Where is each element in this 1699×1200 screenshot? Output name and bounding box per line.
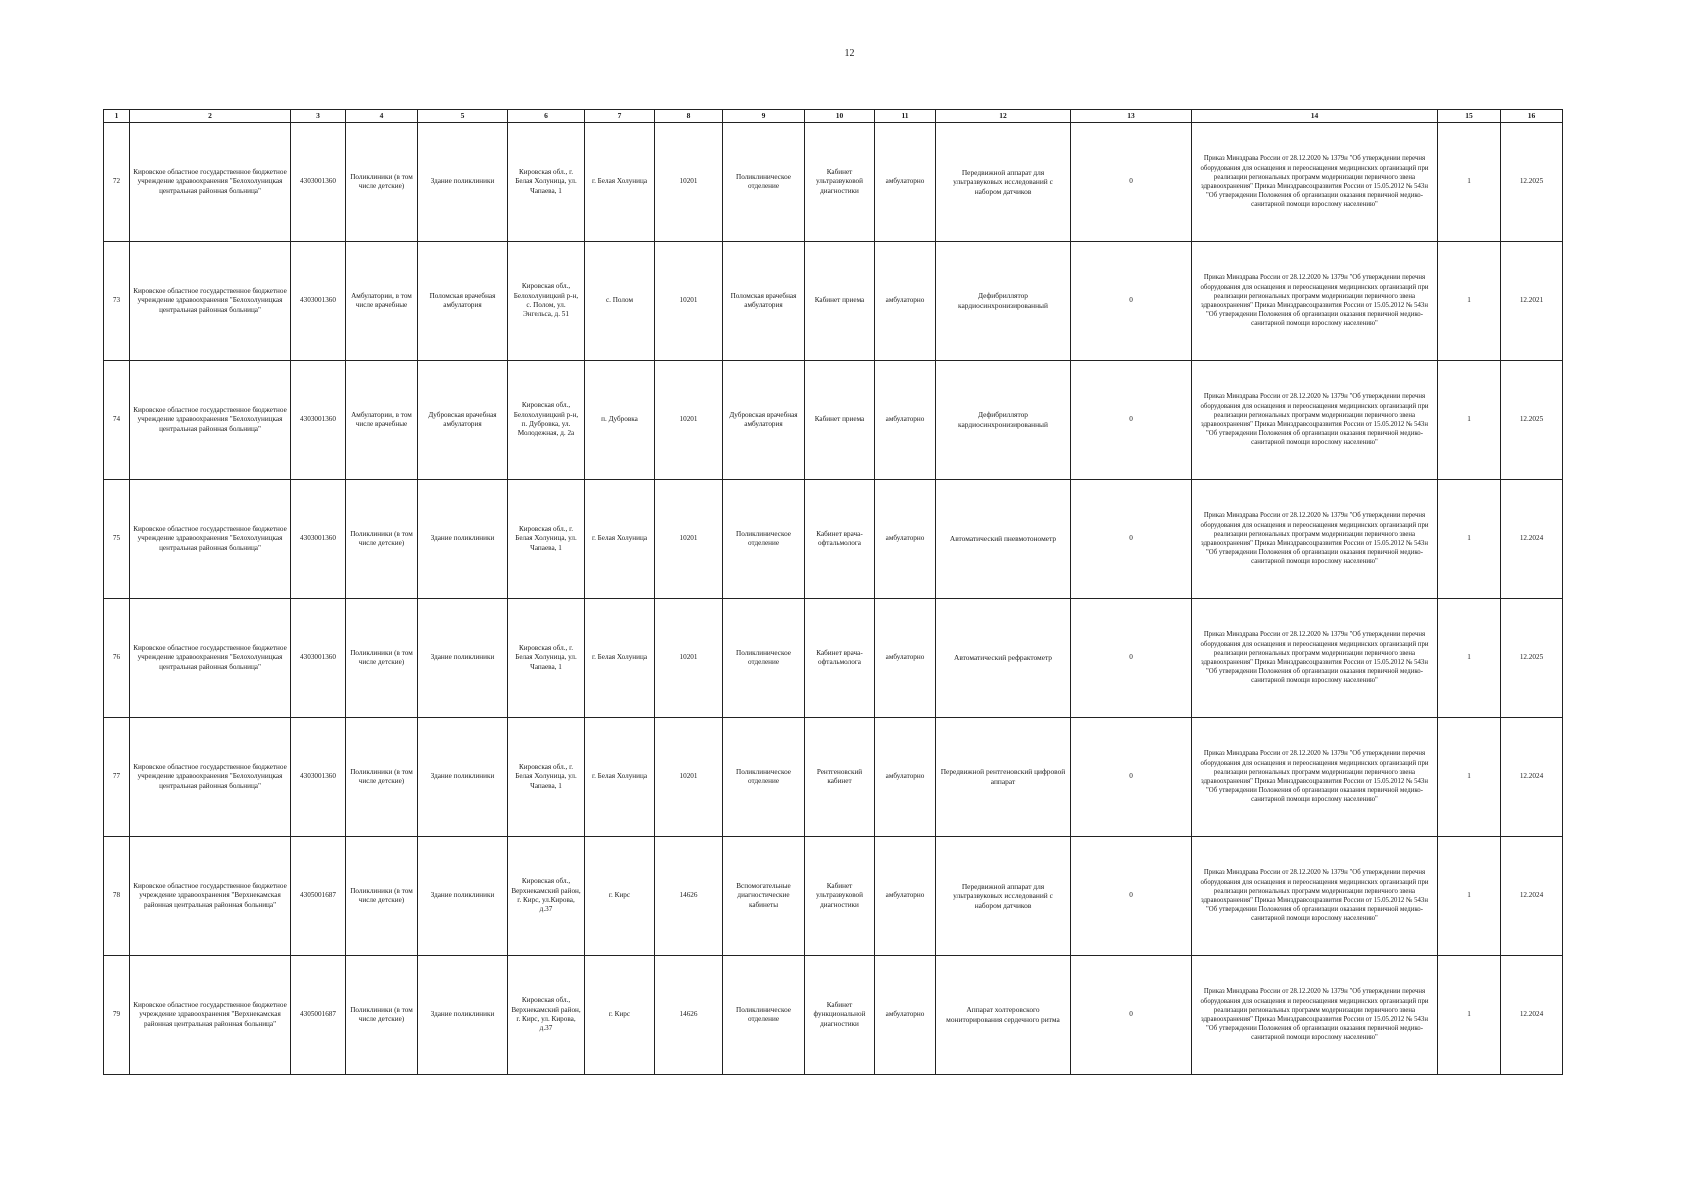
address: Кировская обл., Верхнекамский район, г. Кирс, ул. Кирова, д.37	[508, 956, 585, 1075]
equipment-name: Аппарат холтеровского мониторирования сердечного ритма	[936, 956, 1071, 1075]
inn-code: 4303001360	[291, 480, 346, 599]
division: Поликлиническое отделение	[723, 956, 805, 1075]
locality-code: 10201	[655, 599, 723, 718]
inn-code: 4303001360	[291, 361, 346, 480]
building-name: Здание поликлиники	[418, 123, 508, 242]
delivery-date: 12.2021	[1501, 242, 1563, 361]
quantity: 1	[1438, 361, 1501, 480]
table-row	[104, 361, 1563, 480]
address: Кировская обл., г. Белая Холуница, ул. Чапаева, 1	[508, 480, 585, 599]
care-mode: амбулаторно	[875, 837, 936, 956]
column-header: 4	[346, 110, 418, 123]
address: Кировская обл., г. Белая Холуница, ул. Чапаева, 1	[508, 599, 585, 718]
division: Поликлиническое отделение	[723, 123, 805, 242]
quantity: 1	[1438, 480, 1501, 599]
room: Кабинет приема	[805, 242, 875, 361]
locality-code: 14626	[655, 837, 723, 956]
equipment-name: Передвижной аппарат для ультразвуковых исследований с набором датчиков	[936, 123, 1071, 242]
locality-code: 10201	[655, 242, 723, 361]
building-name: Здание поликлиники	[418, 837, 508, 956]
room: Кабинет приема	[805, 361, 875, 480]
care-mode: амбулаторно	[875, 242, 936, 361]
facility-type: Поликлиники (в том числе детские)	[346, 837, 418, 956]
column-header: 14	[1192, 110, 1438, 123]
division: Поликлиническое отделение	[723, 718, 805, 837]
care-mode: амбулаторно	[875, 599, 936, 718]
row-number: 79	[104, 956, 130, 1075]
existing-count: 0	[1071, 599, 1192, 718]
delivery-date: 12.2024	[1501, 956, 1563, 1075]
organization-name: Кировское областное государственное бюджетное учреждение здравоохранения "Верхнекамская районная центральная районная больница"	[130, 956, 291, 1075]
delivery-date: 12.2025	[1501, 599, 1563, 718]
column-header: 1	[104, 110, 130, 123]
column-header: 10	[805, 110, 875, 123]
building-name: Поломская врачебная амбулатория	[418, 242, 508, 361]
organization-name: Кировское областное государственное бюджетное учреждение здравоохранения "Белохолуницкая центральная районная больница"	[130, 480, 291, 599]
locality-code: 10201	[655, 718, 723, 837]
quantity: 1	[1438, 599, 1501, 718]
locality: г. Белая Холуница	[585, 599, 655, 718]
locality: г. Кирс	[585, 837, 655, 956]
room: Кабинет врача-офтальмолога	[805, 599, 875, 718]
locality: г. Белая Холуница	[585, 123, 655, 242]
division: Поликлиническое отделение	[723, 599, 805, 718]
equipment-name: Дефибриллятор кардиосинхронизированный	[936, 242, 1071, 361]
inn-code: 4303001360	[291, 123, 346, 242]
column-header: 12	[936, 110, 1071, 123]
existing-count: 0	[1071, 718, 1192, 837]
division: Вспомогательные диагностические кабинеты	[723, 837, 805, 956]
inn-code: 4303001360	[291, 599, 346, 718]
delivery-date: 12.2024	[1501, 480, 1563, 599]
address: Кировская обл., Белохолуницкий р-н, с. Полом, ул. Энгельса, д. 51	[508, 242, 585, 361]
equipment-name: Дефибриллятор кардиосинхронизированный	[936, 361, 1071, 480]
delivery-date: 12.2025	[1501, 123, 1563, 242]
table-row	[104, 956, 1563, 1075]
delivery-date: 12.2025	[1501, 361, 1563, 480]
locality-code: 10201	[655, 123, 723, 242]
quantity: 1	[1438, 242, 1501, 361]
column-header: 11	[875, 110, 936, 123]
table-row	[104, 599, 1563, 718]
organization-name: Кировское областное государственное бюджетное учреждение здравоохранения "Белохолуницкая центральная районная больница"	[130, 242, 291, 361]
legal-basis: Приказ Минздрава России от 28.12.2020 № 1379н "Об утверждении перечня оборудования для оснащения и переоснащения медицинских организаций при реализации региональных программ модернизации первичного звена здравоохранения" Приказ Минздравсоцразвития России от 15.05.2012 № 543н "Об утверждении Положения об организации оказания первичной медико-санитарной помощи взрослому населению"	[1192, 361, 1438, 480]
legal-basis: Приказ Минздрава России от 28.12.2020 № 1379н "Об утверждении перечня оборудования для оснащения и переоснащения медицинских организаций при реализации региональных программ модернизации первичного звена здравоохранения" Приказ Минздравсоцразвития России от 15.05.2012 № 543н "Об утверждении Положения об организации оказания первичной медико-санитарной помощи взрослому населению"	[1192, 718, 1438, 837]
facility-type: Поликлиники (в том числе детские)	[346, 718, 418, 837]
facility-type: Поликлиники (в том числе детские)	[346, 123, 418, 242]
existing-count: 0	[1071, 361, 1192, 480]
quantity: 1	[1438, 718, 1501, 837]
row-number: 75	[104, 480, 130, 599]
column-header: 15	[1438, 110, 1501, 123]
division: Поломская врачебная амбулатория	[723, 242, 805, 361]
building-name: Здание поликлиники	[418, 718, 508, 837]
column-header: 2	[130, 110, 291, 123]
existing-count: 0	[1071, 956, 1192, 1075]
address: Кировская обл., Белохолуницкий р-н, п. Дубровка, ул. Молодежная, д. 2а	[508, 361, 585, 480]
equipment-table	[103, 109, 1563, 1075]
row-number: 77	[104, 718, 130, 837]
care-mode: амбулаторно	[875, 956, 936, 1075]
facility-type: Амбулатории, в том числе врачебные	[346, 361, 418, 480]
equipment-name: Автоматический пневмотонометр	[936, 480, 1071, 599]
locality-code: 10201	[655, 361, 723, 480]
care-mode: амбулаторно	[875, 361, 936, 480]
row-number: 72	[104, 123, 130, 242]
equipment-name: Передвижной рентгеновский цифровой аппарат	[936, 718, 1071, 837]
room: Кабинет ультразвуковой диагностики	[805, 123, 875, 242]
facility-type: Поликлиники (в том числе детские)	[346, 480, 418, 599]
division: Дубровская врачебная амбулатория	[723, 361, 805, 480]
existing-count: 0	[1071, 837, 1192, 956]
inn-code: 4303001360	[291, 242, 346, 361]
equipment-name: Автоматический рефрактометр	[936, 599, 1071, 718]
row-number: 76	[104, 599, 130, 718]
organization-name: Кировское областное государственное бюджетное учреждение здравоохранения "Белохолуницкая центральная районная больница"	[130, 123, 291, 242]
care-mode: амбулаторно	[875, 123, 936, 242]
division: Поликлиническое отделение	[723, 480, 805, 599]
inn-code: 4303001360	[291, 718, 346, 837]
facility-type: Амбулатории, в том числе врачебные	[346, 242, 418, 361]
column-header: 8	[655, 110, 723, 123]
locality: с. Полом	[585, 242, 655, 361]
equipment-name: Передвижной аппарат для ультразвуковых исследований с набором датчиков	[936, 837, 1071, 956]
delivery-date: 12.2024	[1501, 837, 1563, 956]
existing-count: 0	[1071, 480, 1192, 599]
legal-basis: Приказ Минздрава России от 28.12.2020 № 1379н "Об утверждении перечня оборудования для оснащения и переоснащения медицинских организаций при реализации региональных программ модернизации первичного звена здравоохранения" Приказ Минздравсоцразвития России от 15.05.2012 № 543н "Об утверждении Положения об организации оказания первичной медико-санитарной помощи взрослому населению"	[1192, 837, 1438, 956]
header-row	[104, 110, 1563, 123]
existing-count: 0	[1071, 242, 1192, 361]
building-name: Здание поликлиники	[418, 599, 508, 718]
column-header: 3	[291, 110, 346, 123]
care-mode: амбулаторно	[875, 480, 936, 599]
column-header: 7	[585, 110, 655, 123]
locality: г. Белая Холуница	[585, 718, 655, 837]
building-name: Дубровская врачебная амбулатория	[418, 361, 508, 480]
organization-name: Кировское областное государственное бюджетное учреждение здравоохранения "Верхнекамская районная центральная районная больница"	[130, 837, 291, 956]
table-row	[104, 123, 1563, 242]
quantity: 1	[1438, 956, 1501, 1075]
legal-basis: Приказ Минздрава России от 28.12.2020 № 1379н "Об утверждении перечня оборудования для оснащения и переоснащения медицинских организаций при реализации региональных программ модернизации первичного звена здравоохранения" Приказ Минздравсоцразвития России от 15.05.2012 № 543н "Об утверждении Положения об организации оказания первичной медико-санитарной помощи взрослому населению"	[1192, 599, 1438, 718]
address: Кировская обл., г. Белая Холуница, ул. Чапаева, 1	[508, 123, 585, 242]
legal-basis: Приказ Минздрава России от 28.12.2020 № 1379н "Об утверждении перечня оборудования для оснащения и переоснащения медицинских организаций при реализации региональных программ модернизации первичного звена здравоохранения" Приказ Минздравсоцразвития России от 15.05.2012 № 543н "Об утверждении Положения об организации оказания первичной медико-санитарной помощи взрослому населению"	[1192, 480, 1438, 599]
inn-code: 4305001687	[291, 956, 346, 1075]
quantity: 1	[1438, 837, 1501, 956]
room: Кабинет функциональной диагностики	[805, 956, 875, 1075]
existing-count: 0	[1071, 123, 1192, 242]
locality: п. Дубровка	[585, 361, 655, 480]
care-mode: амбулаторно	[875, 718, 936, 837]
table-row	[104, 837, 1563, 956]
locality-code: 10201	[655, 480, 723, 599]
column-header: 13	[1071, 110, 1192, 123]
delivery-date: 12.2024	[1501, 718, 1563, 837]
column-header: 5	[418, 110, 508, 123]
column-header: 16	[1501, 110, 1563, 123]
locality: г. Кирс	[585, 956, 655, 1075]
locality-code: 14626	[655, 956, 723, 1075]
column-header: 6	[508, 110, 585, 123]
row-number: 78	[104, 837, 130, 956]
address: Кировская обл., Верхнекамский район, г. Кирс, ул.Кирова, д.37	[508, 837, 585, 956]
quantity: 1	[1438, 123, 1501, 242]
locality: г. Белая Холуница	[585, 480, 655, 599]
row-number: 73	[104, 242, 130, 361]
organization-name: Кировское областное государственное бюджетное учреждение здравоохранения "Белохолуницкая центральная районная больница"	[130, 599, 291, 718]
legal-basis: Приказ Минздрава России от 28.12.2020 № 1379н "Об утверждении перечня оборудования для оснащения и переоснащения медицинских организаций при реализации региональных программ модернизации первичного звена здравоохранения" Приказ Минздравсоцразвития России от 15.05.2012 № 543н "Об утверждении Положения об организации оказания первичной медико-санитарной помощи взрослому населению"	[1192, 956, 1438, 1075]
organization-name: Кировское областное государственное бюджетное учреждение здравоохранения "Белохолуницкая центральная районная больница"	[130, 361, 291, 480]
row-number: 74	[104, 361, 130, 480]
room: Кабинет ультразвуковой диагностики	[805, 837, 875, 956]
building-name: Здание поликлиники	[418, 480, 508, 599]
legal-basis: Приказ Минздрава России от 28.12.2020 № 1379н "Об утверждении перечня оборудования для оснащения и переоснащения медицинских организаций при реализации региональных программ модернизации первичного звена здравоохранения" Приказ Минздравсоцразвития России от 15.05.2012 № 543н "Об утверждении Положения об организации оказания первичной медико-санитарной помощи взрослому населению"	[1192, 123, 1438, 242]
column-header: 9	[723, 110, 805, 123]
table-row	[104, 718, 1563, 837]
address: Кировская обл., г. Белая Холуница, ул. Чапаева, 1	[508, 718, 585, 837]
table-row	[104, 480, 1563, 599]
organization-name: Кировское областное государственное бюджетное учреждение здравоохранения "Белохолуницкая центральная районная больница"	[130, 718, 291, 837]
facility-type: Поликлиники (в том числе детские)	[346, 599, 418, 718]
room: Кабинет врача-офтальмолога	[805, 480, 875, 599]
facility-type: Поликлиники (в том числе детские)	[346, 956, 418, 1075]
inn-code: 4305001687	[291, 837, 346, 956]
page-number: 12	[844, 48, 855, 59]
table-row	[104, 242, 1563, 361]
legal-basis: Приказ Минздрава России от 28.12.2020 № 1379н "Об утверждении перечня оборудования для оснащения и переоснащения медицинских организаций при реализации региональных программ модернизации первичного звена здравоохранения" Приказ Минздравсоцразвития России от 15.05.2012 № 543н "Об утверждении Положения об организации оказания первичной медико-санитарной помощи взрослому населению"	[1192, 242, 1438, 361]
building-name: Здание поликлиники	[418, 956, 508, 1075]
room: Рентгеновский кабинет	[805, 718, 875, 837]
